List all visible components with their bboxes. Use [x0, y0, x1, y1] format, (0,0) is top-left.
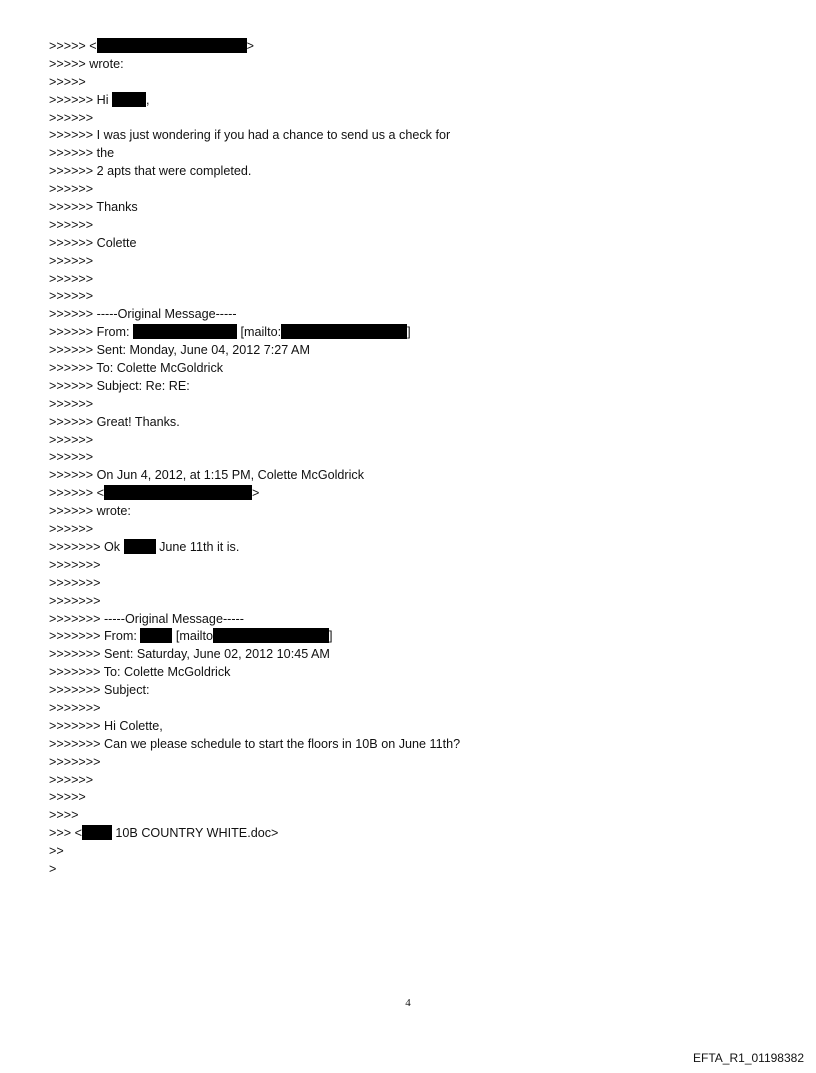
email-line — [49, 682, 460, 700]
line-text: >>>>>> — [49, 217, 94, 232]
email-line — [49, 163, 460, 181]
line-text: >>>>>> — [49, 271, 94, 286]
line-text: >>>>>> Great! Thanks. — [49, 414, 180, 429]
email-line — [49, 539, 460, 557]
line-text: >>>>>> I was just wondering if you had a chance to send us a check for — [49, 128, 451, 143]
email-line — [49, 646, 460, 664]
redaction-block — [104, 485, 252, 500]
line-text: >>>>>> — [49, 522, 94, 537]
email-line — [49, 432, 460, 450]
line-text: >>>>>>> Can we please schedule to start the floors in 10B on June 11th? — [49, 736, 461, 751]
line-text: >>>>>>> To: Colette McGoldrick — [49, 665, 231, 680]
redaction-block — [82, 825, 112, 840]
email-thread-body — [49, 38, 460, 879]
line-text: >>>>>> — [49, 253, 94, 268]
email-line — [49, 664, 460, 682]
line-text: >>>>>> — [49, 450, 94, 465]
email-line — [49, 74, 460, 92]
email-line — [49, 271, 460, 289]
line-text: >>>>>> Subject: Re: RE: — [49, 378, 190, 393]
line-text: >>>> — [49, 808, 79, 823]
line-text: >>>>>>> -----Original Message----- — [49, 611, 244, 626]
redaction-block — [97, 38, 247, 53]
line-text: >>>>>> Sent: Monday, June 04, 2012 7:27 AM — [49, 343, 310, 358]
email-line — [49, 217, 460, 235]
line-text: >>>>>>> — [49, 575, 101, 590]
line-text: >>>>>> Colette — [49, 235, 137, 250]
email-line — [49, 718, 460, 736]
email-line — [49, 324, 460, 342]
email-line — [49, 414, 460, 432]
line-text: >>>>>>> Hi Colette, — [49, 718, 163, 733]
line-text: >>>>>>> — [49, 593, 101, 608]
line-text: >>>>>> wrote: — [49, 504, 131, 519]
redaction-block — [140, 628, 172, 643]
line-text: >>>>>>> Sent: Saturday, June 02, 2012 10:45 AM — [49, 647, 330, 662]
line-text: >>>>>>> Ok — [49, 539, 124, 554]
line-text: >>>>> — [49, 790, 86, 805]
line-text: , — [146, 92, 150, 107]
redaction-block — [112, 92, 146, 107]
email-line — [49, 772, 460, 790]
email-line — [49, 306, 460, 324]
email-line — [49, 593, 460, 611]
email-line — [49, 789, 460, 807]
email-line — [49, 861, 460, 879]
line-text: >>>>> < — [49, 39, 97, 53]
line-text: >>>>>> — [49, 110, 94, 125]
email-line — [49, 253, 460, 271]
email-line — [49, 843, 460, 861]
line-text: >>>>>> On Jun 4, 2012, at 1:15 PM, Colette McGoldrick — [49, 468, 365, 483]
line-text: >>>>>> — [49, 396, 94, 411]
email-line — [49, 378, 460, 396]
line-text: >>>>>>> — [49, 700, 101, 715]
line-text: ] — [407, 325, 411, 340]
redaction-block — [281, 324, 407, 339]
redaction-block — [133, 324, 237, 339]
email-line — [49, 110, 460, 128]
line-text: >>>>>> — [49, 432, 94, 447]
page-number: 4 — [405, 997, 411, 1009]
line-text: >>>>>> < — [49, 486, 104, 501]
email-line — [49, 199, 460, 217]
line-text: >>>>>>> From: — [49, 629, 141, 644]
line-text: >>>>> — [49, 74, 86, 89]
email-line — [49, 736, 460, 754]
line-text: >>>>>> From: — [49, 325, 134, 340]
document-id: EFTA_R1_01198382 — [693, 1051, 804, 1065]
email-line — [49, 288, 460, 306]
line-text: > — [251, 486, 260, 501]
redaction-block — [124, 539, 156, 554]
email-line — [49, 754, 460, 772]
email-line — [49, 342, 460, 360]
line-text: > — [49, 861, 57, 876]
email-line — [49, 628, 460, 646]
line-text: >>>>>>> — [49, 754, 101, 769]
line-text: >>>>>> To: Colette McGoldrick — [49, 361, 224, 376]
line-text: >>>>>> — [49, 772, 94, 787]
line-text: >> — [49, 844, 64, 859]
email-line — [49, 467, 460, 485]
email-line — [49, 611, 460, 629]
email-line — [49, 521, 460, 539]
line-text: >>>>>> the — [49, 146, 115, 161]
line-text: > — [246, 39, 254, 53]
line-text: >>>>>>> Subject: — [49, 683, 150, 698]
email-line — [49, 145, 460, 163]
email-line — [49, 181, 460, 199]
line-text: [mailto — [172, 629, 213, 644]
email-line — [49, 575, 460, 593]
email-line — [49, 38, 460, 56]
email-line — [49, 360, 460, 378]
line-text: >>>>>> — [49, 182, 94, 197]
line-text: >>>>>>> — [49, 557, 101, 572]
line-text: >>>>> wrote: — [49, 56, 124, 71]
redaction-block — [213, 628, 329, 643]
email-line — [49, 127, 460, 145]
line-text: >>>>>> Thanks — [49, 200, 138, 215]
line-text: >>>>>> Hi — [49, 92, 113, 107]
line-text: >>>>>> -----Original Message----- — [49, 307, 237, 322]
line-text: >>>>>> 2 apts that were completed. — [49, 164, 252, 179]
email-line — [49, 449, 460, 467]
line-text: [mailto: — [237, 325, 282, 340]
email-line — [49, 807, 460, 825]
email-line — [49, 56, 460, 74]
line-text: >>> < — [49, 826, 82, 841]
line-text: ] — [328, 629, 333, 644]
email-line — [49, 92, 460, 110]
line-text: June 11th it is. — [155, 539, 240, 554]
line-text: 10B COUNTRY WHITE.doc> — [111, 826, 279, 841]
email-line — [49, 235, 460, 253]
email-line — [49, 825, 460, 843]
email-line — [49, 503, 460, 521]
email-line — [49, 700, 460, 718]
email-line — [49, 396, 460, 414]
email-line — [49, 485, 460, 503]
line-text: >>>>>> — [49, 289, 94, 304]
email-line — [49, 557, 460, 575]
